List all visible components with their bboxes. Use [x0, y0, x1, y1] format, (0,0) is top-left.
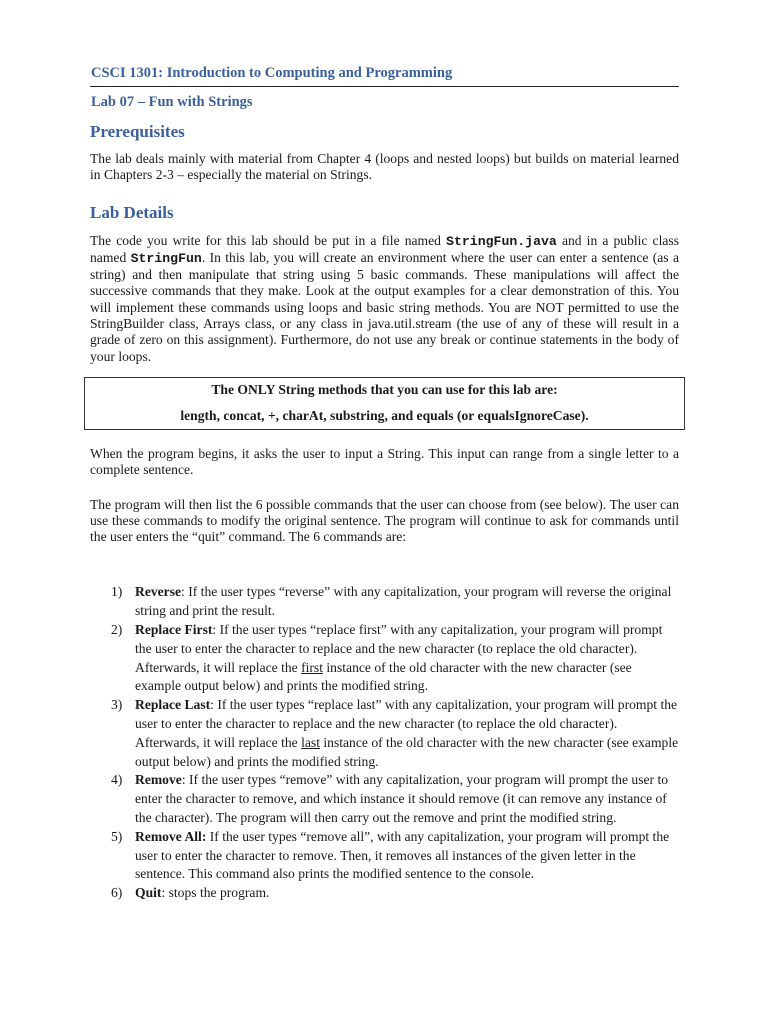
lab-title: Lab 07 – Fun with Strings: [91, 94, 253, 110]
lab-details-text: The code you write for this lab should be put in a file named StringFun.java and in a public class named StringFun. In this lab, you will create an environment where the user can enter a sentence (as a string) and then manipulate that string using 5 basic commands. These manipulations will affect the successive commands that they make. Look at the output examples for a clear demonstration of this. You will implement these commands using loops and basic string methods. You are NOT permitted to use the StringBuilder class, Arrays class, or any class in java.util.stream (the use of any of these will result in a grade of zero on this assignment). Furthermore, do not use any break or continue statements in the body of your loops.: [90, 232, 679, 364]
course-title: CSCI 1301: Introduction to Computing and Programming: [91, 65, 453, 81]
list-item: 4) Remove: If the user types “remove” with any capitalization, your program will prompt the user to enter the character to remove, and which instance it should remove (it can remove any instance of the character). The program will then carry out the remove and print the modified string.: [111, 772, 669, 826]
file-name: StringFun.java: [446, 233, 557, 249]
command-name: Reverse: [135, 584, 182, 600]
list-item: 3) Replace Last: If the user types “replace last” with any capitalization, your program will prompt the user to enter the character to replace and the new character (to replace the old character). Afterwards, it will replace the last instance of the old character with the new character (see example output below) and prints the modified string.: [111, 697, 679, 769]
prerequisites-text: The lab deals mainly with material from Chapter 4 (loops and nested loops) but builds on material learned in Chapters 2-3 – especially the material on Strings.: [90, 151, 679, 183]
command-name: Quit: [135, 885, 162, 901]
lab-details-heading: Lab Details: [90, 202, 174, 222]
list-item: 6) Quit: stops the program.: [111, 885, 270, 901]
command-name: Remove All:: [135, 828, 207, 844]
list-item: 1) Reverse: If the user types “reverse” with any capitalization, your program will reverse the original string and print the result.: [111, 584, 672, 619]
allowed-methods-heading: The ONLY String methods that you can use for this lab are:: [211, 381, 558, 397]
list-item: 2) Replace First: If the user types “replace first” with any capitalization, your program will prompt the user to enter the character to replace and the new character (to replace the old character). Afterwards, it will replace the first instance of the old character with the new character (see example output below) and prints the modified string.: [111, 622, 663, 694]
commands-intro-text: The program will then list the 6 possible commands that the user can choose from (see below). The user can use these commands to modify the original sentence. The program will continue to ask for commands until the user enters the “quit” command. The 6 commands are:: [90, 496, 679, 545]
allowed-methods-list: length, concat, +, charAt, substring, and equals (or equalsIgnoreCase).: [180, 407, 589, 423]
header-rule: [90, 86, 679, 87]
prerequisites-heading: Prerequisites: [90, 122, 185, 141]
commands-list: [90, 583, 679, 903]
command-name: Replace Last: [135, 697, 211, 713]
class-name: StringFun: [130, 250, 202, 266]
allowed-methods-box: [84, 377, 685, 430]
program-begin-text: When the program begins, it asks the user to input a String. This input can range from a single letter to a complete sentence.: [90, 445, 679, 478]
command-name: Replace First: [135, 622, 213, 638]
document-page: [90, 62, 679, 903]
list-item: 5) Remove All: If the user types “remove all”, with any capitalization, your program will prompt the user to enter the character to remove. Then, it removes all instances of the given letter in the sentence. This command also prints the modified sentence to the console.: [111, 828, 670, 882]
command-name: Remove: [135, 772, 182, 788]
